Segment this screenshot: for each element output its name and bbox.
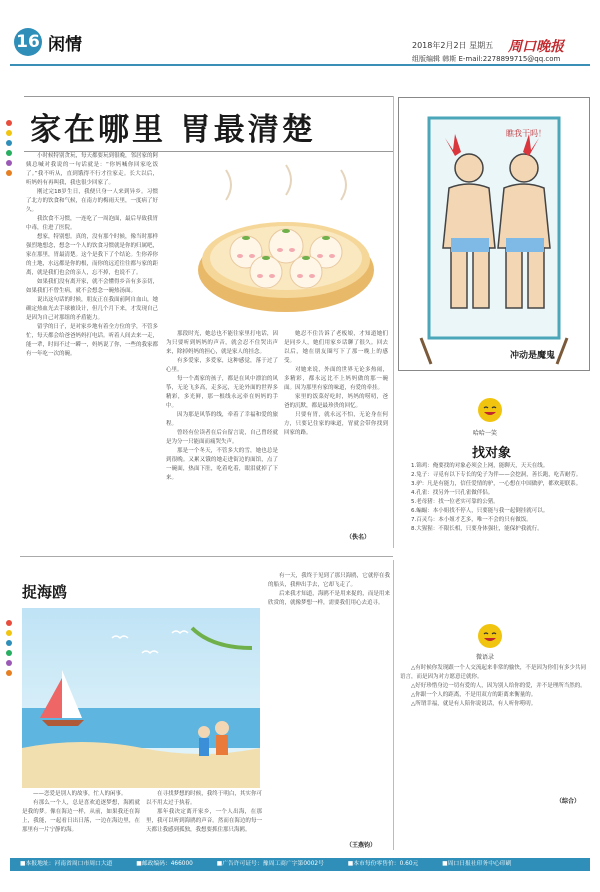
list-item: △好好珍惜身边一切有爱的人，因为别人给你的爱，并不是理所当然的。 xyxy=(411,683,586,689)
list-item: 7.百灵鸟：本小姐才艺多，唯一不会的只有做饭。 xyxy=(411,517,532,523)
dumpling-steamer-illustration xyxy=(186,160,386,330)
quote-badge-label: 微语录 xyxy=(476,654,495,661)
main-story-column-1: 小时候特别贪玩，每天都要玩到很晚，邻居家的阿姨总喊对我说的一句话就是：“你妈喊你回家吃饭了。”我不听从，直到饿得不行才往家走。长大以后，听妈妈有再叫我，我也很少回家了。 刚过完18岁生日，我便只身一人来到异乡。习惯了北方的饮食和气候，在南方的梅雨天里，一度病了好久。 我饮食不习惯，一连吃了一周泡面，最后导致我胃中毒，住进了医院。 想家，特别想。真的，没有那个时候，像当时那样强烈地想念，想念一个人的饮食习惯就是你的归属吧，家在那里，胃最清楚。这个是我下了个结论。生你养你的土地，水远都是你的根，而你的远近往往都与家的距离，就是我们也会的亲人，忘不掉，也说不了。 如果我们没有离开家，就不会懂得乡音有多亲切，如果我们不曾生病，就不会想念一碗热汤面。 说出这句话的时候，朋友正在我面前阿自血山，她确定热血光去手球被设计，但几个月下来，才发现自己是因为自己对那组的矛盾能力。 留学的日子，是对家乡地有着全方位的学，不管多忙，每天都会给爸爸妈妈打电话。听着人间去来一走，能一辈，时间不过一瞬一，妈妈说了你，一些的我家都有一年吃一次的碗。 xyxy=(26,153,158,357)
list-item: △你跟一个人的距离，不是用双方的距离来衡量的。 xyxy=(411,692,537,698)
cartoon-frame xyxy=(398,97,590,371)
story2-title: 捉海鸥 xyxy=(22,583,68,601)
list-item: 8.大猩猩：不限长相，只要身体强壮，能保护我就行。 xyxy=(411,526,543,532)
date-line: 2018年2月2日 星期五 xyxy=(412,41,494,50)
editor-line: 组版编辑 韩斯 E-mail:2278899715@qq.com xyxy=(412,55,561,63)
newspaper-logo: 周口晚报 xyxy=(508,39,564,55)
story2-column-3: 有一天，我终于见到了那只海鸥，它就停在我的船头，我伸出手去，它却飞走了。 后来我才知道，海鸥不是用来捉的，而是用来欣赏的，就像梦想一样，需要我们用心去追寻。 xyxy=(268,573,390,606)
quote-author: （综合） xyxy=(556,798,581,805)
column-divider-right xyxy=(393,96,394,548)
list-item: 2.兔子：寻觅有以下专长的兔子为伴——会挖洞，善长跑，吃苦耐劳。 xyxy=(411,472,582,478)
page-number: 16 xyxy=(14,28,42,56)
main-headline: 家在哪里 胃最清楚 xyxy=(30,112,316,148)
story2-author: （王燕钧） xyxy=(346,842,377,849)
header-divider xyxy=(10,64,590,66)
decorative-dots-top xyxy=(6,120,14,180)
footer-address: ■本报地址：河南省周口市周口大道 xyxy=(20,861,113,867)
section-name: 闲情 xyxy=(48,35,82,55)
page-footer xyxy=(10,858,590,871)
list-item: 6.蝙蝠：本小姐找不停人，只要能与我一起倒挂就可以。 xyxy=(411,508,549,514)
story-divider xyxy=(20,556,393,557)
list-item: △有时候你发现跟一个人交流起来非常的愉快，不是因为你们有多少共同语言，而是因为对方愿意迁就你。 xyxy=(400,665,586,680)
cartoon-speech-text: 瞧我干吗！ xyxy=(506,129,546,138)
list-item: 3.驴：凡是有能力，信任爱情的驴，一心想在中国做驴，都欢迎联系。 xyxy=(411,481,582,487)
story2-column-2: 在寻找梦想的时候，我终于明白，其实你可以不用太过于执着。 那年我决定离开家乡，一个人出海，在那里，我可以听到海鸥的声音。然而在海边的每一天都让我感到孤独，我想要抓住那只海鸥。 xyxy=(146,791,262,833)
seascape-illustration xyxy=(22,608,260,788)
list-item: △所谓幸福，就是有人陪你说说话，有人听你唠叨。 xyxy=(411,701,537,707)
column-divider-bottom xyxy=(393,560,394,850)
list-item: 1.锦鸡：俺要找的对象必须会上网，能聊天，天天在线。 xyxy=(411,463,549,469)
main-story-column-3: 她忍不住告诉了老板娘，才知道她们是同乡人，她们用家乡话聊了很久。回去以后，她在朋友圈写下了那一晚上的感受。 对她来说，外面的世界无论多热闹，多精彩，都永远比不上妈妈做的那一碗面。因为那里有家的味道，有爱的牵挂。 家里的饭菜好吃时，妈妈的唠叨，爸爸的沉默，都是最珍贵的回忆。 只要有胃，就永远不怕，无论身在何方，只要记住家的味道，胃就会带你找到回家的路。 xyxy=(284,331,388,436)
decorative-dots-bottom xyxy=(6,620,14,680)
list-item: 4.孔雀：找另外一只孔雀做伴侣。 xyxy=(411,490,494,496)
quote-list xyxy=(400,664,586,794)
joke-section-title: 找对象 xyxy=(472,446,512,461)
footer-postcode: ■邮政编码：466000 xyxy=(136,861,193,867)
joke-list xyxy=(400,462,586,590)
laugh-face-icon xyxy=(478,398,502,422)
list-item: 5.老母猪：找一位老实可靠的公猪。 xyxy=(411,499,499,505)
page-header xyxy=(0,0,600,70)
footer-printer: ■周口日报社印务中心印刷 xyxy=(442,861,512,867)
footer-price: ■本市每份零售价：0.60元 xyxy=(347,861,419,867)
joke-badge-label: 哈哈一笑 xyxy=(473,430,498,437)
story2-column-1: ——恋爱是别人的故事，忙人的闲事。 有那么一个人，总是喜欢追逐梦想，海鸥就是我的梦。像在海边一样，从前，如果我还在海上，我能，一起看日出日落，一边在海边里，在那里有一片宁静的海。 xyxy=(22,791,140,833)
cartoon-caption: 冲动是魔鬼 xyxy=(510,351,556,361)
main-story-author: （佚名） xyxy=(346,534,371,541)
main-story-column-2: 那段时光，她总也不能往家里打电话，因为只要听到妈妈的声音，就会忍不住哭出声来，除掉妈妈的担心，就是家人的挂念。 有多爱家，多爱家，这种感觉，落于过了心里。 每一个离家的孩子，都是在风中漂泊的风筝，无论飞多高，走多远，无论外面的世界多精彩，多光鲜，那一根线永远牵在妈妈的手中。 因为那是风筝的线，牵着了幸福和爱的旅程。 曾经有位读者在后台留言说，自己曾经就是为分一只能面而痛哭失声。 那是一个冬天，不管多大的雪，她也总是到很晚。又累又饿的她走进街边的面馆，点了一碗面，热面下肚，吃着吃着，眼泪就掉了下来。 xyxy=(166,331,278,481)
smile-face-icon xyxy=(478,624,502,648)
footer-license: ■广告许可证号：豫周工商广字第0002号 xyxy=(216,861,324,867)
